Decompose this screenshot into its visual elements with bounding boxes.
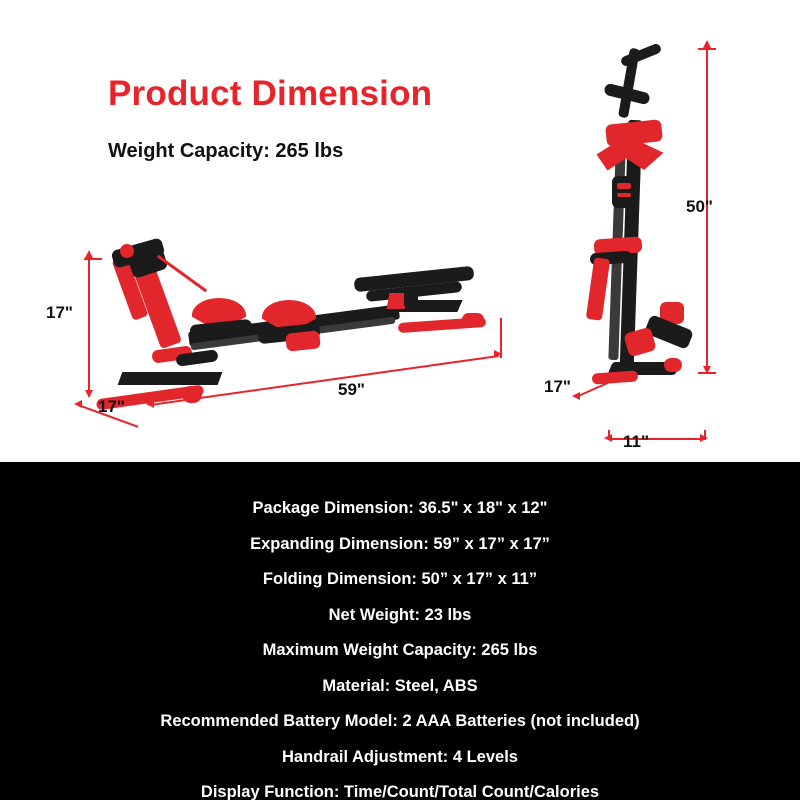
spec-item: Handrail Adjustment: 4 Levels [282,747,518,766]
pivot-knob [120,244,134,258]
measure-tick-left-11 [608,430,610,440]
measure-arrow-left-17d [74,400,82,408]
measure-line-height-17 [88,258,90,390]
dimension-label-depth-folded-17: 17" [544,377,571,396]
measure-tick-right-11 [704,430,706,440]
pedal-heel-cup [285,330,321,351]
folded-handlebar-top [620,42,663,67]
specifications-panel [0,462,800,800]
dimension-label-length-59: 59" [338,380,365,399]
folded-base-foot [592,370,639,384]
spec-item: Recommended Battery Model: 2 AAA Batteries (not included) [160,712,640,730]
dimension-label-width-11: 11" [623,432,650,451]
base-bar-rear [118,372,223,385]
spec-item: Expanding Dimension: 59” x 17” x 17” [250,534,550,553]
spec-item: Display Function: Time/Count/Total Count/Calories [200,783,600,801]
measure-arrow-up-50 [703,40,711,48]
folded-base-cap [664,358,682,372]
measure-arrow-left-59 [146,400,154,408]
console-display [612,176,638,208]
spec-item: Material: Steel, ABS [322,676,478,695]
spec-item: Net Weight: 23 lbs [328,605,472,624]
seat-bracket [404,290,418,306]
dimension-label-height-50: 50" [686,197,713,216]
measure-arrow-up-17h [85,250,93,258]
dimension-label-height-17: 17" [46,303,73,322]
measure-tick-right-59 [500,318,502,358]
measure-arrow-down-17h [85,390,93,398]
spec-item: Maximum Weight Capacity: 265 lbs [262,641,538,659]
page-title: Product Dimension [108,74,433,113]
measure-tick-top-50 [698,48,716,50]
console-button-row [617,193,631,197]
tension-cable [157,255,207,293]
measure-tick-bottom-50 [698,372,716,374]
console-screen [617,183,631,189]
spec-item: Package Dimension: 36.5" x 18" x 12" [252,499,548,517]
folded-red-strut [586,257,610,321]
measure-tick-top-17h [84,258,102,260]
dimension-label-depth-17: 17" [98,397,125,416]
base-end-cap-right [462,313,484,326]
spec-item: Folding Dimension: 50” x 17” x 11” [262,570,538,588]
measure-arrow-left-folded-17 [572,392,580,400]
weight-capacity-label: Weight Capacity: 265 lbs [108,140,344,162]
